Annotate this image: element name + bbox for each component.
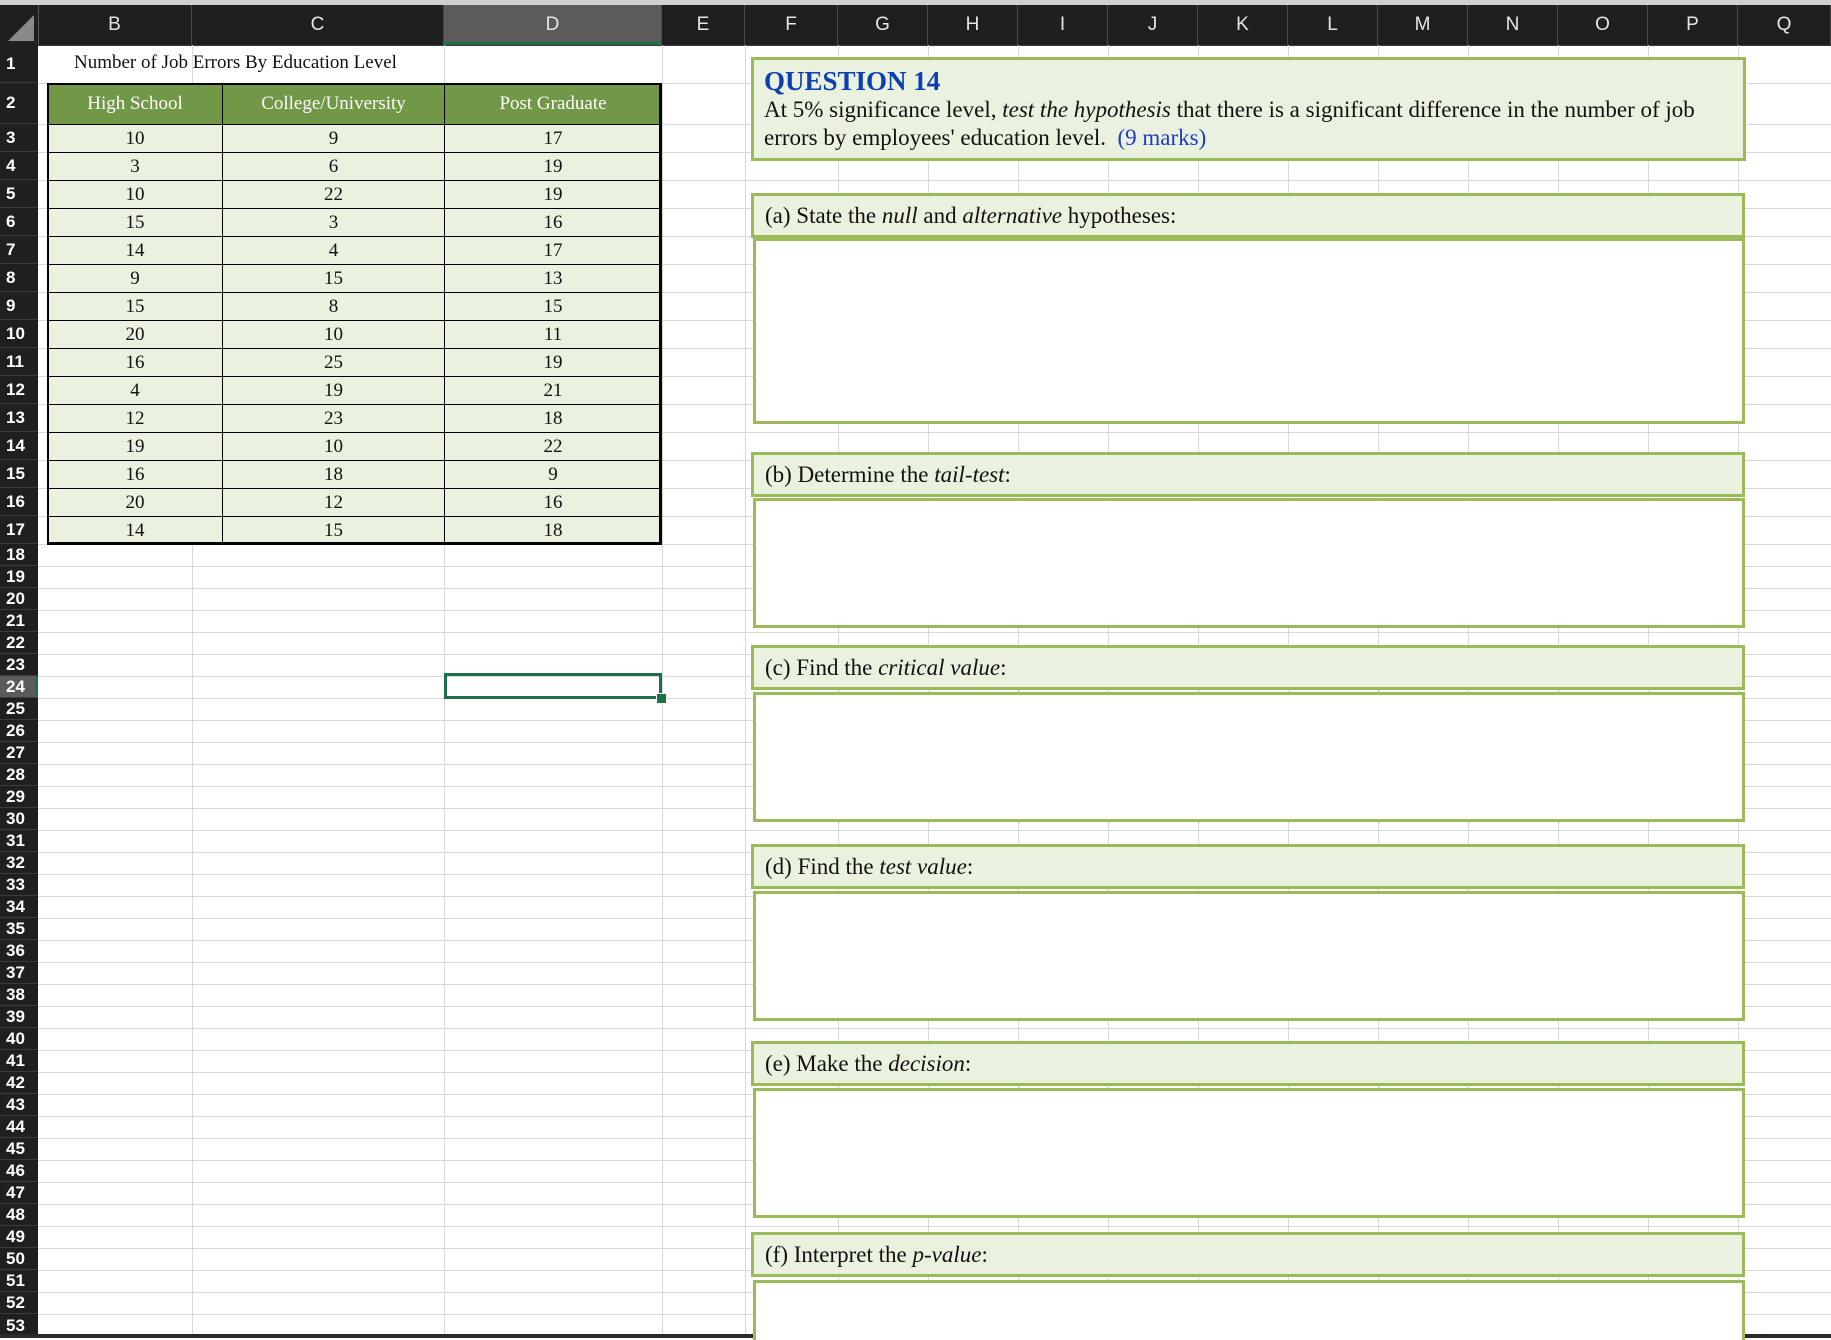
table-cell[interactable]: 17: [444, 236, 662, 265]
row-header-52[interactable]: 52: [0, 1292, 38, 1314]
table-cell[interactable]: 16: [47, 460, 223, 489]
row-header-36[interactable]: 36: [0, 940, 38, 962]
row-header-2[interactable]: 2: [0, 83, 38, 124]
part-e-answer-box[interactable]: [753, 1088, 1745, 1218]
row-header-44[interactable]: 44: [0, 1116, 38, 1138]
table-cell[interactable]: 11: [444, 320, 662, 349]
row-header-15[interactable]: 15: [0, 460, 38, 488]
row-header-53[interactable]: 53: [0, 1314, 38, 1338]
table-header-cell[interactable]: High School: [47, 83, 223, 125]
part-b-post-text: :: [1004, 461, 1011, 487]
part-f-label: [751, 1232, 1745, 1277]
row-header-29[interactable]: 29: [0, 786, 38, 808]
part-e-label: [751, 1041, 1745, 1086]
part-d-post-text: :: [966, 853, 974, 879]
table-cell[interactable]: 12: [222, 488, 445, 517]
part-c-em1-text: critical value: [878, 654, 1001, 680]
row-header-51[interactable]: 51: [0, 1270, 38, 1292]
table-cell[interactable]: 19: [444, 348, 662, 377]
row-header-38[interactable]: 38: [0, 984, 38, 1006]
fill-handle[interactable]: [656, 693, 667, 704]
column-header-j[interactable]: J: [1108, 5, 1198, 45]
question-text-part2: that there is a significant difference in the number of job errors by employees' education level.: [764, 97, 1695, 150]
part-a-label: [751, 193, 1745, 238]
table-cell[interactable]: 15: [222, 516, 445, 545]
table-cell[interactable]: 9: [444, 460, 662, 489]
row-header-7[interactable]: 7: [0, 236, 38, 264]
grid-column-line: [662, 45, 663, 1338]
column-header-d[interactable]: D: [444, 5, 662, 45]
table-cell[interactable]: 14: [47, 236, 223, 265]
part-a-post-text: hypotheses:: [1062, 202, 1177, 228]
table-cell[interactable]: 17: [444, 124, 662, 153]
table-cell[interactable]: 16: [444, 488, 662, 517]
row-header-40[interactable]: 40: [0, 1028, 38, 1050]
column-header-f[interactable]: F: [745, 5, 838, 45]
table-cell[interactable]: 10: [222, 320, 445, 349]
table-cell[interactable]: 15: [47, 292, 223, 321]
table-cell[interactable]: 10: [47, 180, 223, 209]
row-header-11[interactable]: 11: [0, 348, 38, 376]
part-d-pre-text: (d) Find the: [765, 853, 880, 879]
table-cell[interactable]: 10: [47, 124, 223, 153]
grid-row-line: [38, 830, 1831, 831]
row-header-39[interactable]: 39: [0, 1006, 38, 1028]
table-cell[interactable]: 4: [47, 376, 223, 405]
row-header-49[interactable]: 49: [0, 1226, 38, 1248]
row-header-48[interactable]: 48: [0, 1204, 38, 1226]
table-cell[interactable]: 15: [444, 292, 662, 321]
table-cell[interactable]: 14: [47, 516, 223, 545]
table-header-cell[interactable]: College/University: [222, 83, 445, 125]
table-cell[interactable]: 13: [444, 264, 662, 293]
table-cell[interactable]: 18: [222, 460, 445, 489]
question-text-part1: At 5% significance level,: [764, 97, 1003, 122]
row-header-22[interactable]: 22: [0, 632, 38, 654]
row-header-21[interactable]: 21: [0, 610, 38, 632]
row-header-33[interactable]: 33: [0, 874, 38, 896]
table-cell[interactable]: 12: [47, 404, 223, 433]
row-header-34[interactable]: 34: [0, 896, 38, 918]
table-cell[interactable]: 9: [222, 124, 445, 153]
row-header-24[interactable]: 24: [0, 676, 38, 698]
table-title: Number of Job Errors By Education Level: [74, 52, 397, 73]
table-cell[interactable]: 23: [222, 404, 445, 433]
row-header-28[interactable]: 28: [0, 764, 38, 786]
row-header-43[interactable]: 43: [0, 1094, 38, 1116]
column-header-k[interactable]: K: [1198, 5, 1288, 45]
row-header-16[interactable]: 16: [0, 488, 38, 516]
part-c-label: [751, 645, 1745, 690]
table-cell[interactable]: 6: [222, 152, 445, 181]
select-all-triangle-icon: [8, 15, 34, 41]
table-cell[interactable]: 19: [222, 376, 445, 405]
part-b-answer-box[interactable]: [753, 498, 1745, 628]
part-c-post-text: :: [1000, 654, 1007, 680]
question-title: QUESTION 14: [764, 66, 941, 96]
row-header-50[interactable]: 50: [0, 1248, 38, 1270]
column-header-p[interactable]: P: [1648, 5, 1738, 45]
grid-row-line: [38, 1028, 1831, 1029]
table-cell[interactable]: 8: [222, 292, 445, 321]
part-e-pre-text: (e) Make the: [765, 1050, 889, 1076]
row-header-32[interactable]: 32: [0, 852, 38, 874]
table-cell[interactable]: 18: [444, 516, 662, 545]
part-a-mid-text: and: [917, 202, 963, 228]
row-header-20[interactable]: 20: [0, 588, 38, 610]
table-cell[interactable]: 9: [47, 264, 223, 293]
column-header-e[interactable]: E: [662, 5, 745, 45]
column-header-q[interactable]: Q: [1738, 5, 1831, 45]
row-header-47[interactable]: 47: [0, 1182, 38, 1204]
question-text-emphasis: test the hypothesis: [1002, 97, 1171, 122]
column-header-c[interactable]: C: [192, 5, 444, 45]
column-header-g[interactable]: G: [838, 5, 928, 45]
table-cell[interactable]: 16: [444, 208, 662, 237]
column-header-h[interactable]: H: [928, 5, 1018, 45]
column-header-b[interactable]: B: [38, 5, 192, 45]
row-header-3[interactable]: 3: [0, 124, 38, 152]
part-a-pre-text: (a) State the: [765, 202, 882, 228]
table-cell[interactable]: 22: [444, 432, 662, 461]
row-header-5[interactable]: 5: [0, 180, 38, 208]
grid-column-line: [745, 45, 746, 1338]
grid-row-line: [38, 1226, 1831, 1227]
part-e-post-text: :: [964, 1050, 972, 1076]
row-header-14[interactable]: 14: [0, 432, 38, 460]
row-header-8[interactable]: 8: [0, 264, 38, 292]
row-header-30[interactable]: 30: [0, 808, 38, 830]
table-cell[interactable]: 16: [47, 348, 223, 377]
part-a-em1-text: null: [881, 202, 918, 228]
table-cell[interactable]: 18: [444, 404, 662, 433]
column-header-o[interactable]: O: [1558, 5, 1648, 45]
select-all-button[interactable]: [0, 5, 39, 45]
row-header-42[interactable]: 42: [0, 1072, 38, 1094]
row-header-1[interactable]: 1: [0, 45, 38, 83]
table-cell[interactable]: 22: [222, 180, 445, 209]
part-d-em1-text: test value: [879, 853, 967, 879]
column-header-i[interactable]: I: [1018, 5, 1108, 45]
part-f-post-text: :: [981, 1241, 988, 1267]
part-f-pre-text: (f) Interpret the: [765, 1241, 913, 1267]
table-cell[interactable]: 19: [444, 180, 662, 209]
table-cell[interactable]: 4: [222, 236, 445, 265]
part-f-em1-text: p-value: [912, 1241, 982, 1267]
row-header-4[interactable]: 4: [0, 152, 38, 180]
part-b-em1-text: tail-test: [934, 461, 1005, 487]
part-e-em1-text: decision: [888, 1050, 965, 1076]
table-cell[interactable]: 10: [222, 432, 445, 461]
column-header-l[interactable]: L: [1288, 5, 1378, 45]
column-header-n[interactable]: N: [1468, 5, 1558, 45]
row-header-27[interactable]: 27: [0, 742, 38, 764]
row-header-18[interactable]: 18: [0, 544, 38, 566]
part-b-label: [751, 452, 1745, 497]
part-a-answer-box[interactable]: [753, 238, 1745, 424]
part-a-em2-text: alternative: [962, 202, 1063, 228]
question-box[interactable]: [751, 57, 1746, 161]
row-header-35[interactable]: 35: [0, 918, 38, 940]
row-header-13[interactable]: 13: [0, 404, 38, 432]
question-marks: (9 marks): [1117, 125, 1207, 150]
table-cell[interactable]: 20: [47, 488, 223, 517]
table-cell[interactable]: 20: [47, 320, 223, 349]
row-header-12[interactable]: 12: [0, 376, 38, 404]
row-header-26[interactable]: 26: [0, 720, 38, 742]
row-header-23[interactable]: 23: [0, 654, 38, 676]
row-header-9[interactable]: 9: [0, 292, 38, 320]
column-header-m[interactable]: M: [1378, 5, 1468, 45]
part-c-pre-text: (c) Find the: [765, 654, 879, 680]
part-f-answer-box[interactable]: [753, 1280, 1745, 1340]
table-cell[interactable]: 15: [47, 208, 223, 237]
part-c-answer-box[interactable]: [753, 692, 1745, 822]
grid-row-line: [38, 632, 1831, 633]
table-header-cell[interactable]: Post Graduate: [444, 83, 662, 125]
row-header-37[interactable]: 37: [0, 962, 38, 984]
row-header-6[interactable]: 6: [0, 208, 38, 236]
table-cell[interactable]: 19: [444, 152, 662, 181]
row-header-46[interactable]: 46: [0, 1160, 38, 1182]
row-header-25[interactable]: 25: [0, 698, 38, 720]
row-header-17[interactable]: 17: [0, 516, 38, 544]
part-b-pre-text: (b) Determine the: [765, 461, 935, 487]
table-cell[interactable]: 21: [444, 376, 662, 405]
question-text: [764, 96, 1733, 152]
row-header-10[interactable]: 10: [0, 320, 38, 348]
part-d-answer-box[interactable]: [753, 891, 1745, 1021]
table-cell[interactable]: 25: [222, 348, 445, 377]
active-cell-selection[interactable]: [444, 673, 662, 699]
table-cell[interactable]: 3: [222, 208, 445, 237]
table-cell[interactable]: 15: [222, 264, 445, 293]
part-d-label: [751, 844, 1745, 889]
table-cell[interactable]: 3: [47, 152, 223, 181]
row-header-19[interactable]: 19: [0, 566, 38, 588]
row-header-41[interactable]: 41: [0, 1050, 38, 1072]
row-header-31[interactable]: 31: [0, 830, 38, 852]
row-header-45[interactable]: 45: [0, 1138, 38, 1160]
table-cell[interactable]: 19: [47, 432, 223, 461]
